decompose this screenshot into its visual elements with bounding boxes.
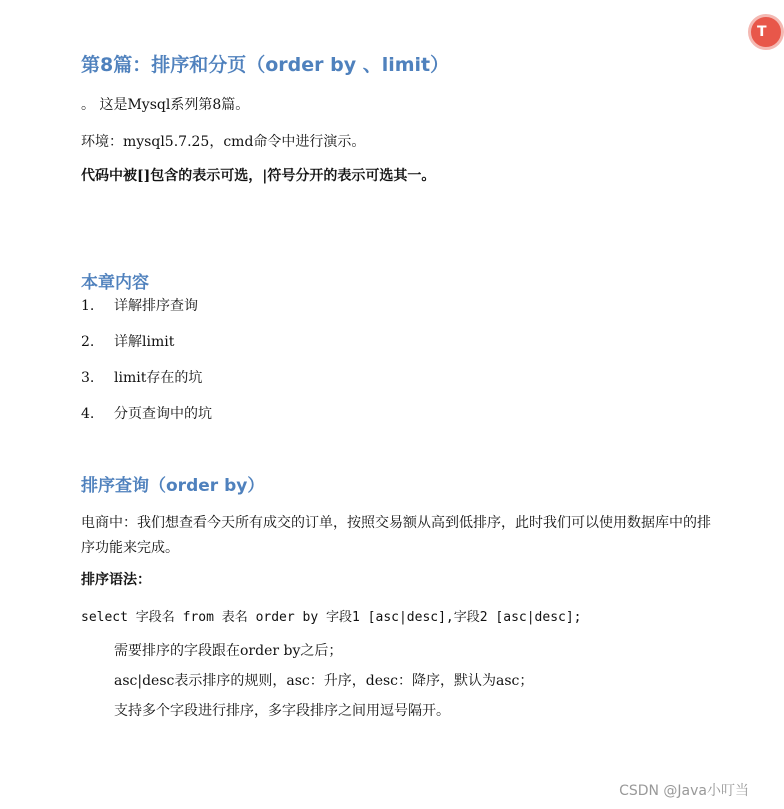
syntax-label: 排序语法： [81,572,151,588]
toc-item-3 [81,367,202,387]
corner-badge-icon[interactable]: T [748,14,784,50]
toc-item-label: limit存在的坑 [114,370,203,386]
toc-item-label: 详解排序查询 [114,298,198,314]
toc-item-number: 1. [81,298,95,314]
intro-line-3: 代码中被[]包含的表示可选，|符号分开的表示可选其一。 [81,168,436,184]
toc-item-4 [81,403,212,423]
toc-item-1 [81,295,198,315]
page-title: 第8篇：排序和分页（order by 、limit） [81,54,450,76]
toc-item-number: 2. [81,334,95,350]
toc-item-label: 详解limit [114,334,175,350]
note-line-3: 支持多个字段进行排序，多字段排序之间用逗号隔开。 [114,703,450,719]
intro-line-1: 。 这是Mysql系列第8篇。 [81,97,250,113]
sort-section-paragraph: 电商中：我们想查看今天所有成交的订单，按照交易额从高到低排序，此时我们可以使用数据库中的排序功能来完成。 [81,515,711,556]
watermark: CSDN @Java小叮当 [619,783,749,799]
intro-line-2: 环境：mysql5.7.25，cmd命令中进行演示。 [81,134,366,150]
note-line-1: 需要排序的字段跟在order by之后； [114,643,343,659]
toc-item-label: 分页查询中的坑 [114,406,212,422]
sort-section-heading: 排序查询（order by） [81,476,265,496]
note-line-2: asc|desc表示排序的规则，asc：升序，desc：降序，默认为asc； [114,673,534,689]
syntax-code: select 字段名 from 表名 order by 字段1 [asc|desc],字段2 [asc|desc]; [81,610,582,625]
toc-heading: 本章内容 [81,273,149,293]
toc-item-2 [81,331,174,351]
toc-item-number: 3. [81,370,95,386]
toc-item-number: 4. [81,406,95,422]
